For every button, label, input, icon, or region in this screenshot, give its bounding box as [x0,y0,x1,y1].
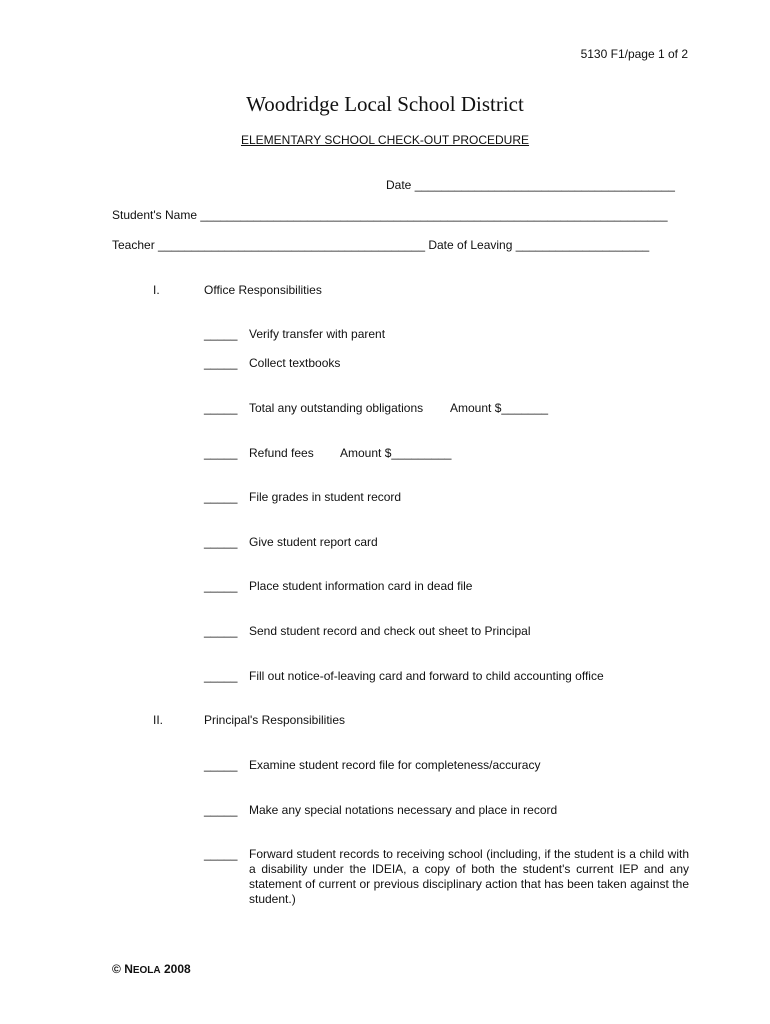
checkbox-blank[interactable]: _____ [204,356,238,370]
copyright-year: 2008 [163,962,191,976]
checkbox-blank[interactable]: _____ [204,669,238,683]
section-heading: Office Responsibilities [204,283,322,297]
checklist-item-paragraph: Forward student records to receiving school (including, if the student is a child with a disability under the IDEIA, a copy of both the student's current IEP and any statement of current or previous disciplinary action that has been taken against the student.) [249,847,689,906]
checklist-item: Fill out notice-of-leaving card and forward to child accounting office [249,669,604,683]
date-field[interactable] [386,178,675,192]
checkbox-blank[interactable]: _____ [204,446,238,460]
brand-initial: N [124,962,133,976]
document-title: Woodridge Local School District [246,92,524,116]
date-line[interactable]: _______________________________________ [414,178,675,192]
teacher-label: Teacher [112,238,155,252]
checkbox-blank[interactable]: _____ [204,803,238,817]
checklist-item: Verify transfer with parent [249,327,386,341]
checklist-item: Total any outstanding obligations [249,401,424,415]
amount-field[interactable]: Amount $_________ [340,446,452,460]
date-of-leaving-label: Date of Leaving [428,238,513,252]
copyright-footer [112,962,191,976]
date-label: Date [386,178,412,192]
amount-field[interactable]: Amount $_______ [450,401,549,415]
section-numeral: I. [153,283,160,297]
checklist-item: Give student report card [249,535,378,549]
teacher-field[interactable] [112,238,649,252]
student-name-field[interactable] [112,208,668,222]
copyright-symbol: © [112,962,121,976]
checkbox-blank[interactable]: _____ [204,847,238,861]
date-of-leaving-line[interactable]: ____________________ [515,238,650,252]
checklist-item: File grades in student record [249,490,402,504]
page-reference: 5130 F1/page 1 of 2 [580,47,688,61]
brand-rest: EOLA [132,965,161,976]
student-name-label: Student's Name [112,208,198,222]
checklist-item: Collect textbooks [249,356,341,370]
checklist-item: Place student information card in dead file [249,579,473,593]
checkbox-blank[interactable]: _____ [204,401,238,415]
section-heading: Principal's Responsibilities [204,713,346,727]
checkbox-blank[interactable]: _____ [204,327,238,341]
checkbox-blank[interactable]: _____ [204,490,238,504]
section-numeral: II. [153,713,164,727]
document-subtitle: ELEMENTARY SCHOOL CHECK-OUT PROCEDURE [240,133,530,147]
checkbox-blank[interactable]: _____ [204,624,238,638]
checkbox-blank[interactable]: _____ [204,535,238,549]
checklist-item: Refund fees [249,446,314,460]
checklist-item: Send student record and check out sheet to Principal [249,624,531,638]
checklist-item: Make any special notations necessary and place in record [249,803,558,817]
student-name-line[interactable]: ______________________________________________________________________ [200,208,668,222]
checkbox-blank[interactable]: _____ [204,758,238,772]
checkbox-blank[interactable]: _____ [204,579,238,593]
teacher-line[interactable]: ________________________________________ [158,238,425,252]
checklist-item: Examine student record file for completeness/accuracy [249,758,541,772]
